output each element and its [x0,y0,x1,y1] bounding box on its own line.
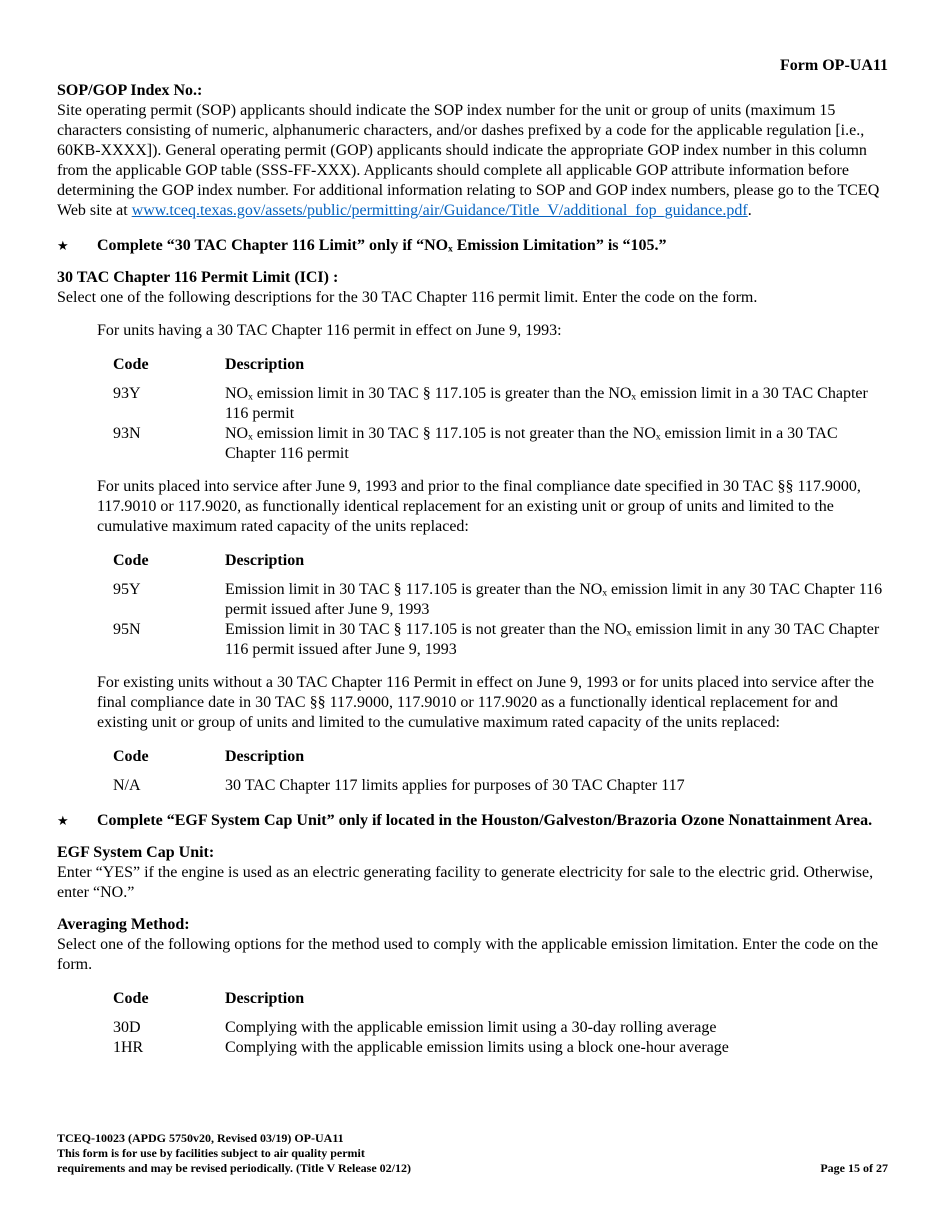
code-table-2 [113,551,888,660]
code-cell: 95Y [113,581,141,598]
star-note-1-text: Complete “30 TAC Chapter 116 Limit” only if “NOₓ Emission Limitation” is “105.” [97,237,667,254]
footer-line-2: This form is for use by facilities subject to air quality permit [57,1146,365,1160]
code-cell: 30D [113,1019,141,1036]
code-cell: 93Y [113,385,141,402]
star-icon: ★ [57,813,69,828]
guidance-pdf-link[interactable]: www.tceq.texas.gov/assets/public/permitting/air/Guidance/Title_V/additional_fop_guidance.pdf [131,202,748,219]
sop-gop-paragraph [57,101,888,221]
description-cell: Complying with the applicable emission limit using a 30-day rolling average [225,1019,717,1036]
code-column-header: Code [113,552,149,569]
code-column-header: Code [113,748,149,765]
footer-line-1: TCEQ-10023 (APDG 5750v20, Revised 03/19) OP-UA11 [57,1131,344,1145]
page-footer [57,1131,888,1176]
description-column-header: Description [225,356,305,373]
chapter116-intro: Select one of the following descriptions for the 30 TAC Chapter 116 permit limit. Enter the code on the form. [57,289,758,306]
description-column-header: Description [225,748,305,765]
code-table-4 [113,989,888,1058]
star-note-2 [57,811,888,831]
footer-line-3: requirements and may be revised periodically. (Title V Release 02/12) [57,1161,411,1175]
description-cell: NOₓ emission limit in 30 TAC § 117.105 is not greater than the NOₓ emission limit in a 30 TAC Chapter 116 permit [225,425,838,462]
description-cell: NOₓ emission limit in 30 TAC § 117.105 is greater than the NOₓ emission limit in a 30 TAC Chapter 116 permit [225,385,868,422]
description-column-header: Description [225,552,305,569]
averaging-heading: Averaging Method: [57,916,190,933]
star-icon: ★ [57,238,69,253]
group1-lead: For units having a 30 TAC Chapter 116 permit in effect on June 9, 1993: [97,322,562,339]
description-cell: 30 TAC Chapter 117 limits applies for purposes of 30 TAC Chapter 117 [225,777,685,794]
description-column-header: Description [225,990,305,1007]
group2-lead: For units placed into service after June 9, 1993 and prior to the final compliance date specified in 30 TAC §§ 117.9000, 117.9010 or 117.9020, as functionally identical replacement for an existing unit or group of units and limited to the cumulative maximum rated capacity of the units replaced: [97,478,861,535]
link-period: . [747,202,752,219]
egf-body: Enter “YES” if the engine is used as an electric generating facility to generate electricity for sale to the electric grid. Otherwise, enter “NO.” [57,864,874,901]
code-cell: 95N [113,621,141,638]
code-column-header: Code [113,356,149,373]
sop-gop-body-text: Site operating permit (SOP) applicants should indicate the SOP index number for the unit or group of units (maximum 15 characters consisting of numeric, alphanumeric characters, and/or dashes prefixed by a code for the applicable regulation [i.e., 60KB-XXXX]). General operating permit (GOP) applicants should indicate the appropriate GOP index number in this column from the applicable GOP table (SSS-FF-XXX). Applicants should complete all applicable GOP attribute information before determining the GOP index number. For additional information relating to SOP and GOP index numbers, please go to the TCEQ Web site at [57,102,880,219]
code-table-1 [113,355,888,464]
description-cell: Complying with the applicable emission limits using a block one-hour average [225,1039,729,1056]
footer-form-info [57,1131,411,1176]
form-number: Form OP-UA11 [780,57,888,74]
averaging-intro: Select one of the following options for the method used to comply with the applicable emission limitation. Enter the code on the form. [57,936,879,973]
page-number: Page 15 of 27 [820,1161,888,1175]
chapter116-heading: 30 TAC Chapter 116 Permit Limit (ICI) : [57,269,339,286]
code-table-3 [113,747,888,796]
star-note-2-text: Complete “EGF System Cap Unit” only if located in the Houston/Galveston/Brazoria Ozone Nonattainment Area. [97,812,873,829]
code-cell: 93N [113,425,141,442]
code-cell: N/A [113,777,141,794]
description-cell: Emission limit in 30 TAC § 117.105 is greater than the NOₓ emission limit in any 30 TAC Chapter 116 permit issued after June 9, 1993 [225,581,883,618]
code-cell: 1HR [113,1039,144,1056]
description-cell: Emission limit in 30 TAC § 117.105 is not greater than the NOₓ emission limit in any 30 TAC Chapter 116 permit issued after June 9, 1993 [225,621,880,658]
group3-lead: For existing units without a 30 TAC Chapter 116 Permit in effect on June 9, 1993 or for units placed into service after the final compliance date in 30 TAC §§ 117.9000, 117.9010 or 117.9020 as a functionally identical replacement for and existing unit or group of units and limited to the cumulative maximum rated capacity of the units replaced: [97,674,874,731]
sop-gop-heading: SOP/GOP Index No.: [57,82,203,99]
star-note-1 [57,236,888,256]
egf-heading: EGF System Cap Unit: [57,844,215,861]
code-column-header: Code [113,990,149,1007]
